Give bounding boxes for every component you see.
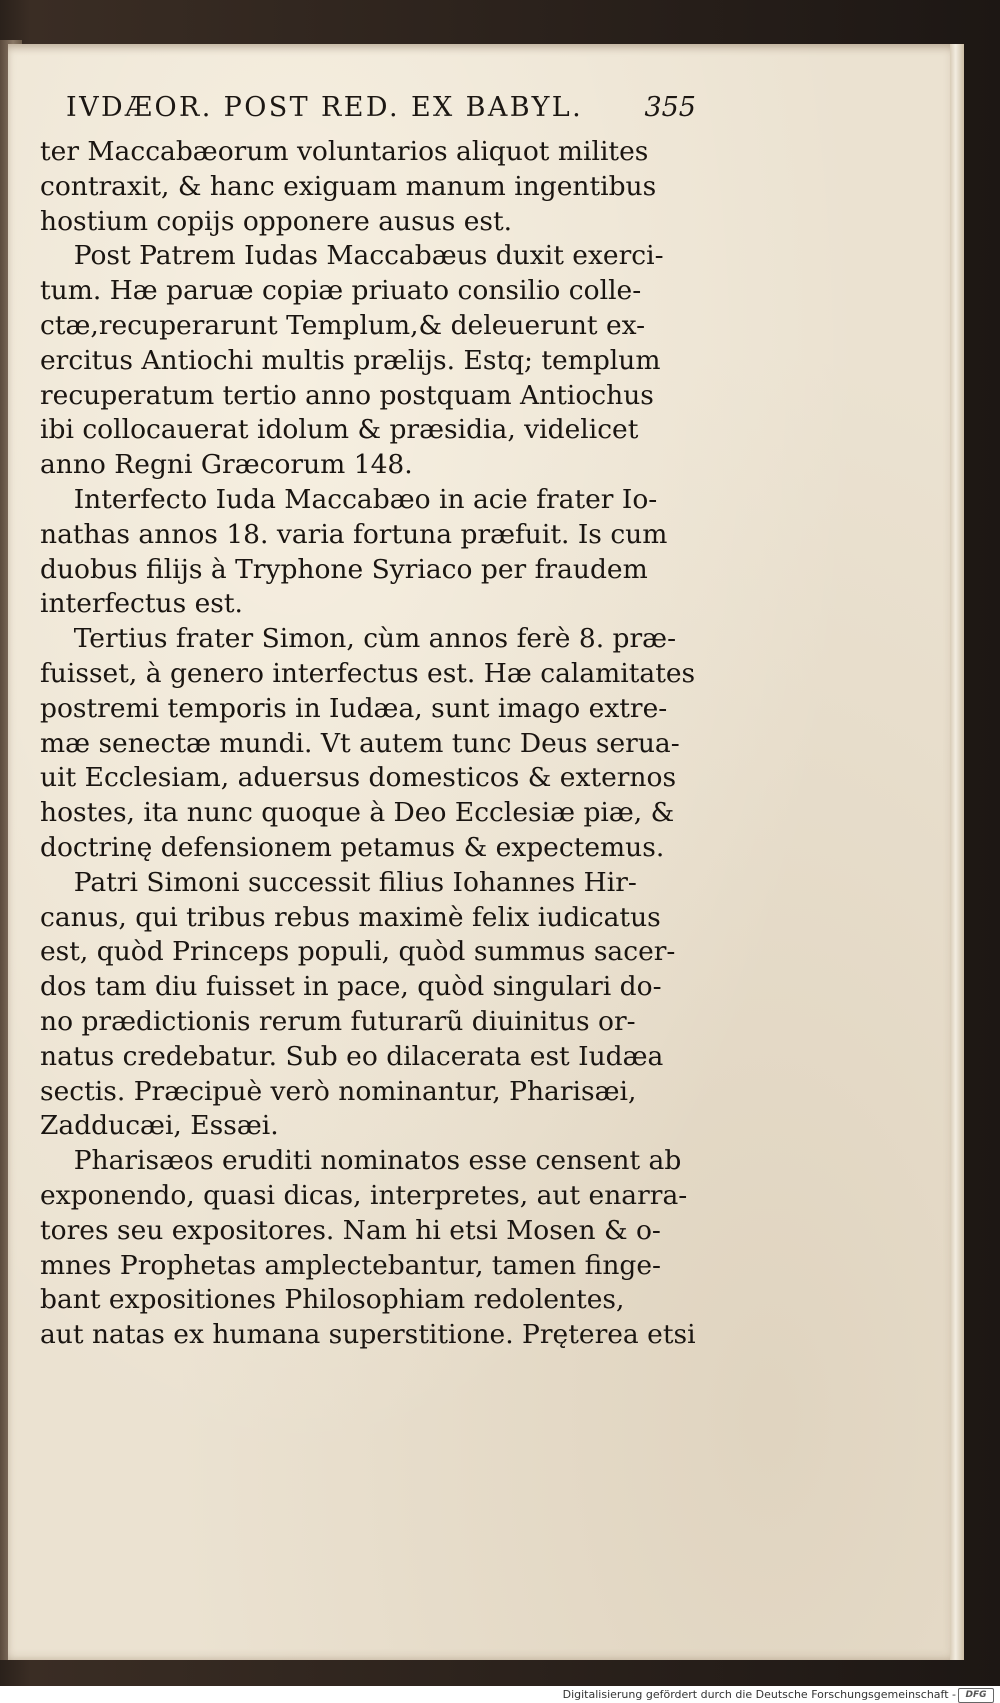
text-line: Pharisæos eruditi nominatos esse censent ab bbox=[40, 1145, 682, 1177]
text-line: recuperatum tertio anno postquam Antiochus bbox=[40, 379, 654, 411]
text-line: natus credebatur. Sub eo dilacerata est Iudæa bbox=[40, 1040, 664, 1072]
text-line: fuisset, à genero interfectus est. Hæ calamitates bbox=[40, 657, 696, 689]
text-line: contraxit, & hanc exiguam manum ingentibus bbox=[40, 170, 657, 202]
text-line: nathas annos 18. varia fortuna præfuit. Is cum bbox=[40, 518, 668, 550]
text-line: interfectus est. bbox=[40, 588, 243, 620]
text-line: doctrinę defensionem petamus & expectemus. bbox=[40, 831, 665, 863]
running-head bbox=[66, 92, 696, 132]
text-line: tores seu expositores. Nam hi etsi Mosen & o- bbox=[40, 1214, 661, 1246]
text-line: exponendo, quasi dicas, interpretes, aut enarra- bbox=[40, 1179, 688, 1211]
text-line: Tertius frater Simon, cùm annos ferè 8. præ- bbox=[40, 623, 677, 655]
footer-bar bbox=[0, 1686, 1000, 1703]
text-line: Post Patrem Iudas Maccabæus duxit exerci- bbox=[40, 240, 664, 272]
text-line: ibi collocauerat idolum & præsidia, videlicet bbox=[40, 414, 639, 446]
text-line: canus, qui tribus rebus maximè felix iudicatus bbox=[40, 901, 661, 933]
text-line: est, quòd Princeps populi, quòd summus sacer- bbox=[40, 936, 676, 968]
body-text bbox=[40, 135, 696, 1353]
text-line: mæ senectæ mundi. Vt autem tunc Deus serua- bbox=[40, 727, 680, 759]
right-page-edge bbox=[950, 44, 964, 1660]
text-line: uit Ecclesiam, aduersus domesticos & externos bbox=[40, 762, 677, 794]
text-line: hostes, ita nunc quoque à Deo Ecclesiæ piæ, & bbox=[40, 797, 675, 829]
running-head-title: IVDÆOR. POST RED. EX BABYL. bbox=[66, 92, 584, 123]
text-line: bant expositiones Philosophiam redolentes, bbox=[40, 1284, 625, 1316]
text-line: aut natas ex humana superstitione. Pręterea etsi bbox=[40, 1319, 696, 1351]
footer-credit: Digitalisierung gefördert durch die Deutsche Forschungsgemeinschaft - bbox=[562, 1688, 956, 1701]
text-line: postremi temporis in Iudæa, sunt imago extre- bbox=[40, 692, 668, 724]
text-line: Zadducæi, Essæi. bbox=[40, 1110, 279, 1142]
text-line: ctæ,recuperarunt Templum,& deleuerunt ex- bbox=[40, 309, 646, 341]
text-line: Interfecto Iuda Maccabæo in acie frater Io- bbox=[40, 483, 658, 515]
text-line: hostium copijs opponere ausus est. bbox=[40, 205, 513, 237]
text-line: duobus filijs à Tryphone Syriaco per fraudem bbox=[40, 553, 648, 585]
text-line: Patri Simoni successit filius Iohannes Hir- bbox=[40, 866, 637, 898]
text-line: tum. Hæ paruæ copiæ priuato consilio colle- bbox=[40, 275, 642, 307]
text-line: ter Maccabæorum voluntarios aliquot milites bbox=[40, 136, 649, 167]
text-line: ercitus Antiochi multis prælijs. Estq; templum bbox=[40, 344, 661, 376]
page-number: 355 bbox=[644, 92, 696, 123]
text-line: anno Regni Græcorum 148. bbox=[40, 449, 413, 481]
text-line: sectis. Præcipuè verò nominantur, Pharisæi, bbox=[40, 1075, 637, 1107]
dfg-logo: DFG bbox=[958, 1688, 994, 1703]
text-line: no prædictionis rerum futurarũ diuinitus or- bbox=[40, 1005, 636, 1037]
text-line: mnes Prophetas amplectebantur, tamen finge- bbox=[40, 1249, 662, 1281]
text-line: dos tam diu fuisset in pace, quòd singulari do- bbox=[40, 971, 662, 1003]
